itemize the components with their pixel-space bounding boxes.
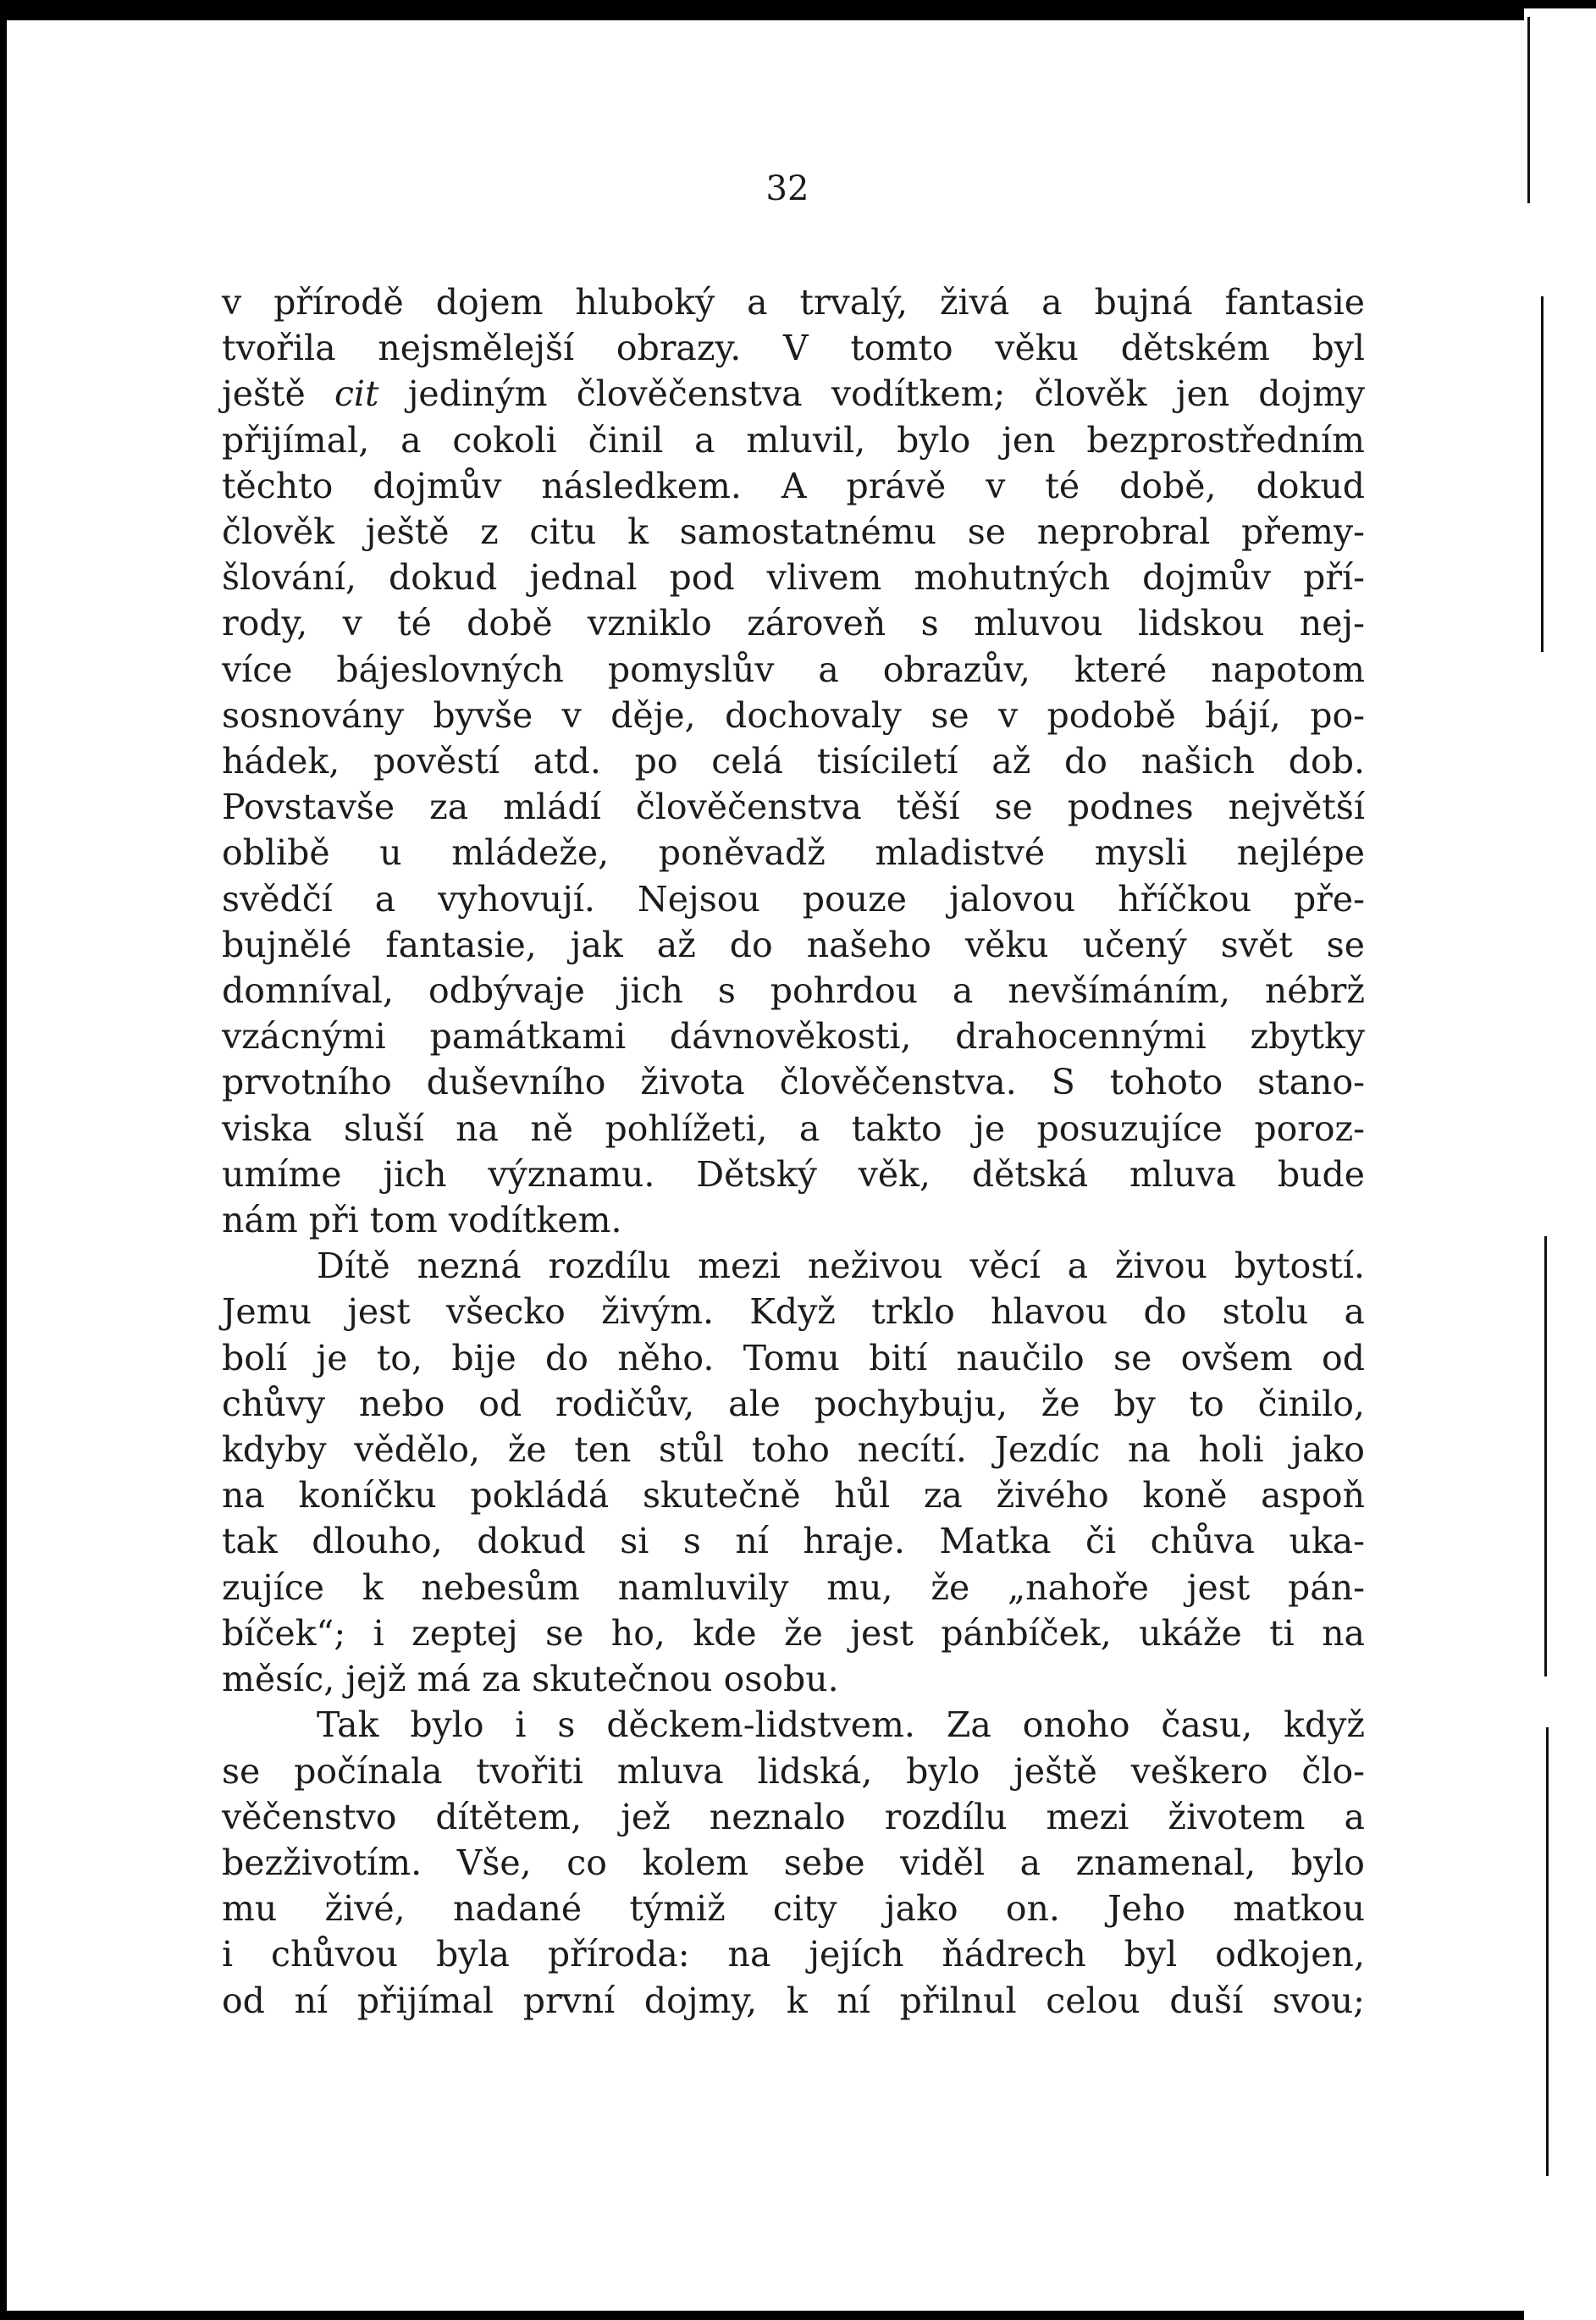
text-line: člověk ještě z citu k samostatnému se neprobral přemy- xyxy=(222,511,1365,553)
text-line: viska sluší na ně pohlížeti, a takto je posuzujíce poroz- xyxy=(222,1108,1365,1149)
text-line: bujnělé fantasie, jak až do našeho věku učený svět se xyxy=(222,924,1365,965)
emphasis-text: cit xyxy=(334,373,379,415)
text-line: mu živé, nadané týmiž city jako on. Jeho matkou xyxy=(222,1888,1365,1930)
text-line: hádek, pověstí atd. po celá tisíciletí až do našich dob. xyxy=(222,741,1365,782)
text-line: prvotního duševního života člověčenstva. S tohoto stano- xyxy=(222,1062,1365,1103)
text-line: těchto dojmův následkem. A právě v té době, dokud xyxy=(222,465,1365,506)
next-page-edge xyxy=(1524,8,1596,2320)
edge-line-middle xyxy=(1541,296,1544,652)
text-line: Dítě nezná rozdílu mezi neživou věcí a živou bytostí. xyxy=(317,1246,1365,1287)
text-run: jediným člověčenstva vodítkem; člověk jen dojmy xyxy=(378,373,1365,415)
edge-line-top xyxy=(1527,17,1530,203)
text-line xyxy=(222,371,1365,417)
text-line: svědčí a vyhovují. Nejsou pouze jalovou hříčkou pře- xyxy=(222,878,1365,920)
text-line: na koníčku pokládá skutečně hůl za živého koně aspoň xyxy=(222,1475,1365,1516)
text-line: tak dlouho, dokud si s ní hraje. Matka či chůva uka- xyxy=(222,1521,1365,1562)
text-line: přijímal, a cokoli činil a mluvil, bylo jen bezprostředním xyxy=(222,419,1365,461)
text-line: šlování, dokud jednal pod vlivem mohutných dojmův pří- xyxy=(222,557,1365,599)
page-number: 32 xyxy=(765,169,809,208)
text-line: rody, v té době vzniklo zároveň s mluvou lidskou nej- xyxy=(222,603,1365,644)
text-line: vzácnými památkami dávnověkosti, drahocennými zbytky xyxy=(222,1016,1365,1058)
text-line: Povstavše za mládí člověčenstva těší se podnes největší xyxy=(222,787,1365,828)
text-line: chůvy nebo od rodičův, ale pochybuju, že by to činilo, xyxy=(222,1383,1365,1424)
text-line: nám při tom vodítkem. xyxy=(222,1200,622,1241)
text-line: sosnovány byvše v děje, dochovaly se v podobě bájí, po- xyxy=(222,694,1365,736)
edge-line-lower xyxy=(1544,1236,1547,1676)
text-line: Jemu jest všecko živým. Když trklo hlavou do stolu a xyxy=(222,1291,1365,1333)
text-line: oblibě u mládeže, poněvadž mladistvé mysli nejlépe xyxy=(222,832,1365,874)
text-line: více bájeslovných pomyslův a obrazův, které napotom xyxy=(222,649,1365,690)
text-line: se počínala tvořiti mluva lidská, bylo ještě veškero člo- xyxy=(222,1750,1365,1792)
text-run: ještě xyxy=(222,373,334,415)
text-line: věčenstvo dítětem, jež neznalo rozdílu mezi životem a xyxy=(222,1796,1365,1837)
text-line: měsíc, jejž má za skutečnou osobu. xyxy=(222,1659,839,1700)
body-text xyxy=(222,279,1365,2024)
text-line: v přírodě dojem hluboký a trvalý, živá a bujná fantasie xyxy=(222,282,1365,323)
text-line: bezživotím. Vše, co kolem sebe viděl a znamenal, bylo xyxy=(222,1842,1365,1883)
text-line: tvořila nejsmělejší obrazy. V tomto věku dětském byl xyxy=(222,328,1365,369)
text-line: Tak bylo i s děckem-lidstvem. Za onoho času, když xyxy=(317,1704,1365,1746)
text-line: kdyby vědělo, že ten stůl toho necítí. Jezdíc na holi jako xyxy=(222,1429,1365,1471)
text-line: od ní přijímal první dojmy, k ní přilnul celou duší svou; xyxy=(222,1980,1365,2021)
text-line: domníval, odbývaje jich s pohrdou a nevšímáním, nébrž xyxy=(222,970,1365,1012)
text-line: bolí je to, bije do něho. Tomu bití naučilo se ovšem od xyxy=(222,1337,1365,1378)
edge-line-bottom xyxy=(1546,1727,1549,2176)
text-line: umíme jich významu. Dětský věk, dětská mluva bude xyxy=(222,1153,1365,1195)
text-line: zujíce k nebesům namluvily mu, že „nahoře jest pán- xyxy=(222,1566,1365,1608)
text-line: bíček“; i zeptej se ho, kde že jest pánbíček, ukáže ti na xyxy=(222,1612,1365,1654)
text-line: i chůvou byla příroda: na jejích ňádrech byl odkojen, xyxy=(222,1934,1365,1975)
